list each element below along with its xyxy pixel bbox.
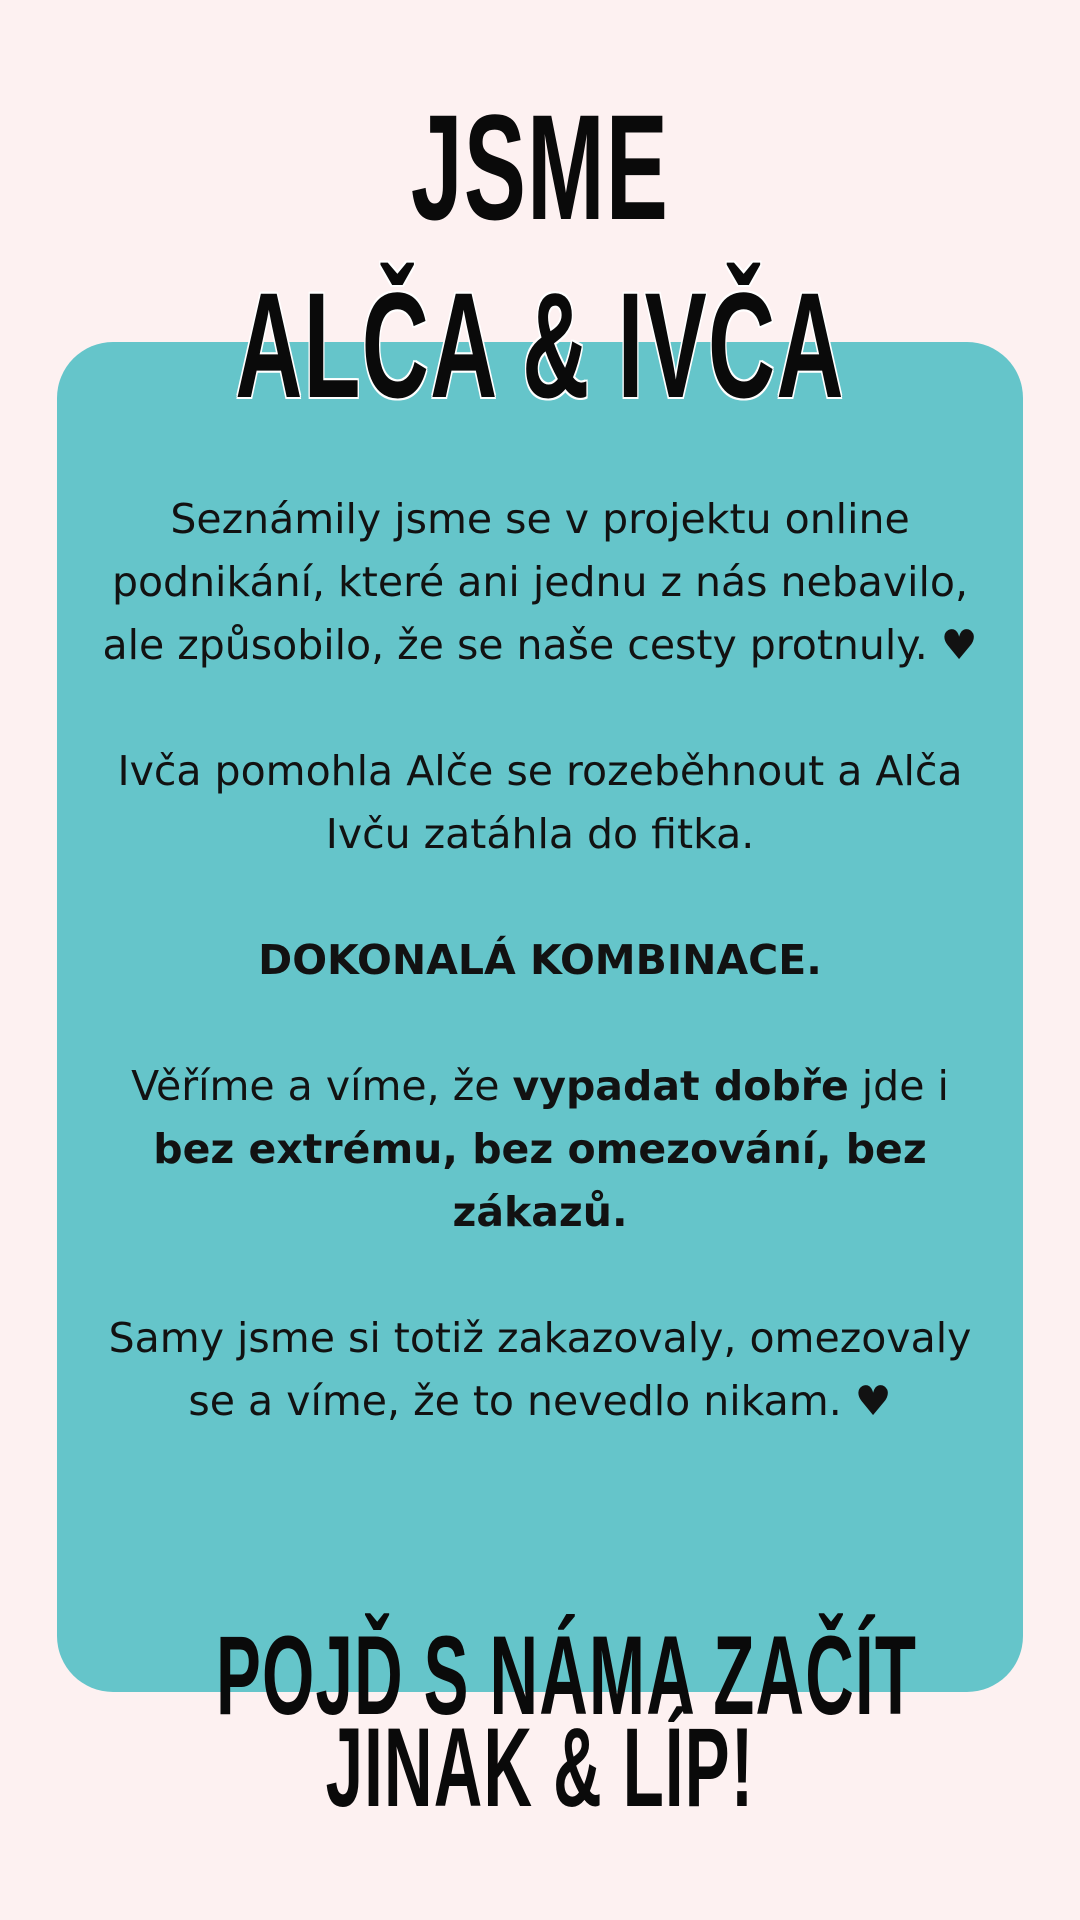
belief-text-2: jde i: [848, 1062, 949, 1110]
combination-highlight: DOKONALÁ KOMBINACE.: [258, 936, 822, 984]
belief-highlight-1: vypadat dobře: [512, 1062, 849, 1110]
paragraph-belief: [100, 1055, 980, 1244]
paragraph-help: Ivča pomohla Alče se rozeběhnout a Alča Ivču zatáhla do fitka.: [117, 747, 963, 858]
headline-line-2: ALČA & IVČA: [235, 261, 845, 429]
cta-line-2: JINAK & LÍP!: [325, 1705, 755, 1830]
paragraph-story: Seznámily jsme se v projektu online podnikání, které ani jednu z nás nebavilo, ale způsobilo, že se naše cesty protnuly. ♥: [102, 495, 978, 669]
headline-line-1: JSME: [410, 83, 670, 251]
paragraph-combination: [100, 929, 980, 992]
paragraph-past: Samy jsme si totiž zakazovaly, omezovaly se a víme, že to nevedlo nikam. ♥: [108, 1314, 972, 1425]
cta-line-1: POJĎ S NÁMA ZAČÍT: [216, 1613, 918, 1738]
belief-text-1: Věříme a víme, že: [131, 1062, 513, 1110]
intro-text: [100, 488, 980, 1433]
belief-highlight-2: bez extrému, bez omezování, bez zákazů.: [153, 1125, 927, 1236]
